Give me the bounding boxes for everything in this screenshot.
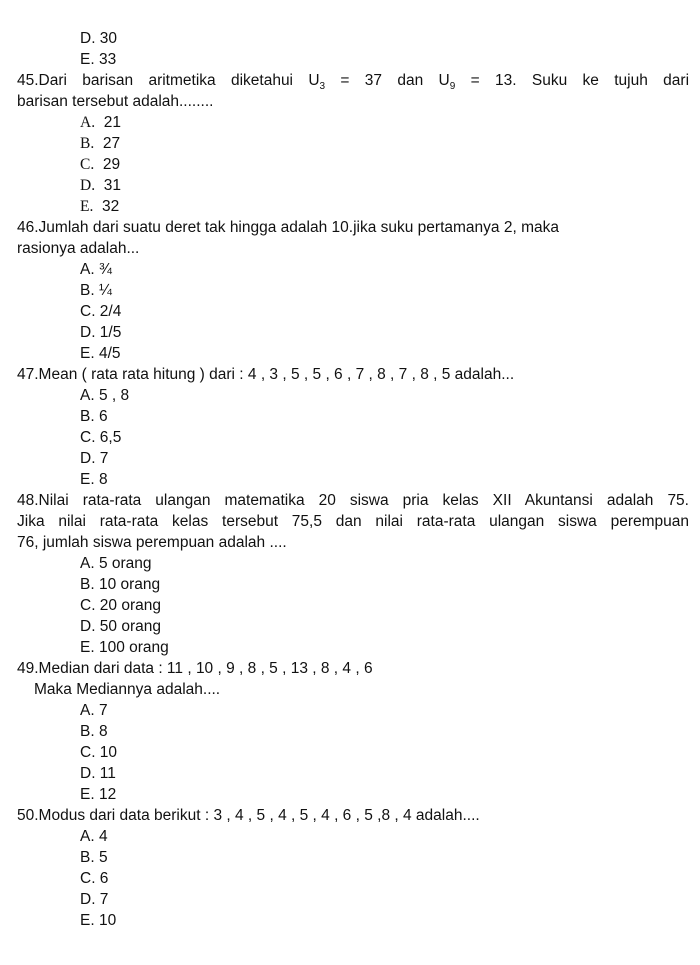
- q46-option-a: A. ¾: [80, 261, 112, 278]
- question-49-text: 49.Median dari data : 11 , 10 , 9 , 8 , 5 , 13 , 8 , 4 , 6: [17, 660, 373, 677]
- question-45-text: 45.Dari barisan aritmetika diketahui $U_3 = 37$ dan $U_9 = 13$. Suku ke tujuh dari: [17, 72, 690, 92]
- q47-option-c: C. 6,5: [80, 429, 122, 446]
- q47-option-e: E. 8: [80, 471, 108, 488]
- q50-option-d: D. 7: [80, 891, 109, 908]
- q48-option-b: B. 10 orang: [80, 576, 161, 593]
- q46-option-b: B. ¼: [80, 282, 112, 299]
- question-48-text-cont: Jika nilai rata-rata kelas tersebut 75,5 dan nilai rata-rata ulangan siswa perempuan: [17, 513, 689, 530]
- q49-option-b: B. 8: [80, 723, 108, 740]
- q47-option-b: B. 6: [80, 408, 108, 425]
- question-50-text: 50.Modus dari data berikut : 3 , 4 , 5 , 4 , 5 , 4 , 6 , 5 ,8 , 4 adalah....: [17, 807, 480, 824]
- q49-option-a: A. 7: [80, 702, 108, 719]
- q49-option-c: C. 10: [80, 744, 118, 761]
- question-47-text: 47.Mean ( rata rata hitung ) dari : 4 , 3 , 5 , 5 , 6 , 7 , 8 , 7 , 8 , 5 adalah...: [17, 366, 515, 383]
- q48-option-d: D. 50 orang: [80, 618, 161, 635]
- q45-option-e: E. 32: [80, 198, 120, 215]
- q45-option-d: D. 31: [80, 177, 121, 194]
- question-49-text-cont: Maka Mediannya adalah....: [34, 681, 221, 698]
- q45-option-c: C. 29: [80, 156, 121, 173]
- q49-option-d: D. 11: [80, 765, 116, 782]
- q46-option-d: D. 1/5: [80, 324, 122, 341]
- question-48-text: 48.Nilai rata-rata ulangan matematika 20 siswa pria kelas XII Akuntansi adalah 75.: [17, 492, 689, 509]
- q50-option-a: A. 4: [80, 828, 108, 845]
- q47-option-d: D. 7: [80, 450, 109, 467]
- q47-option-a: A. 5 , 8: [80, 387, 130, 404]
- q50-option-c: C. 6: [80, 870, 109, 887]
- q48-option-e: E. 100 orang: [80, 639, 169, 656]
- question-45-text-cont: barisan tersebut adalah........: [17, 93, 214, 110]
- q50-option-b: B. 5: [80, 849, 108, 866]
- q45-option-b: B. 27: [80, 135, 121, 152]
- option-d: D. 30: [80, 30, 118, 47]
- q46-option-e: E. 4/5: [80, 345, 121, 362]
- q49-option-e: E. 12: [80, 786, 117, 803]
- q50-option-e: E. 10: [80, 912, 117, 929]
- q46-option-c: C. 2/4: [80, 303, 122, 320]
- q48-option-c: C. 20 orang: [80, 597, 161, 614]
- option-e: E. 33: [80, 51, 117, 68]
- question-46-text-cont: rasionya adalah...: [17, 240, 140, 257]
- question-46-text: 46.Jumlah dari suatu deret tak hingga adalah 10.jika suku pertamanya 2, maka: [17, 219, 559, 236]
- q48-option-a: A. 5 orang: [80, 555, 152, 572]
- q45-option-a: A. 21: [80, 114, 121, 131]
- question-48-text-end: 76, jumlah siswa perempuan adalah ....: [17, 534, 287, 551]
